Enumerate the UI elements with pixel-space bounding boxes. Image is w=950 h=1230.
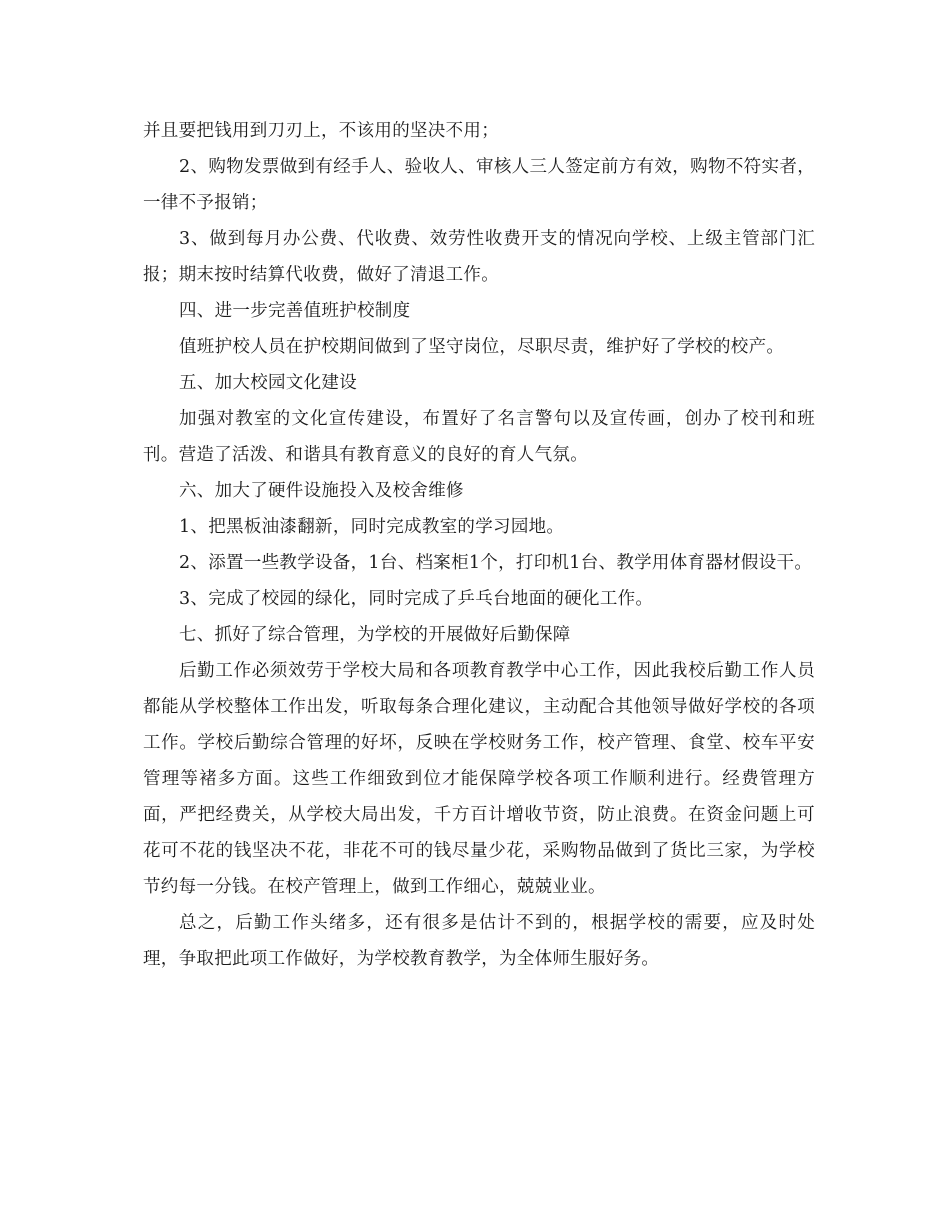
paragraph-item-3: 3、做到每月办公费、代收费、效劳性收费开支的情况向学校、上级主管部门汇报；期末按时结算代收费，做好了清退工作。 — [143, 229, 815, 285]
paragraph-duty: 值班护校人员在护校期间做到了坚守岗位，尽职尽责，维护好了学校的校产。 — [179, 337, 785, 357]
paragraph-management: 后勤工作必须效劳于学校大局和各项教育教学中心工作，因此我校后勤工作人员都能从学校整体工作出发，听取每条合理化建议，主动配合其他领导做好学校的各项工作。学校后勤综合管理的好坏，反映在学校财务工作，校产管理、食堂、校车平安管理等褚多方面。这些工作细致到位才能保障学校各项工作顺利进行。经费管理方面，严把经费关，从学校大局出发，千方百计增收节资，防止浪费。在资金问题上可花可不花的钱坚决不花，非花不可的钱尽量少花，采购物品做到了货比三家，为学校节约每一分钱。在校产管理上，做到工作细心，兢兢业业。 — [143, 661, 815, 897]
paragraph-conclusion: 总之，后勤工作头绪多，还有很多是估计不到的，根据学校的需要，应及时处理，争取把此项工作做好，为学校教育教学，为全体师生服好务。 — [143, 913, 815, 969]
section-heading-5: 五、加大校园文化建设 — [179, 373, 357, 393]
section-heading-4: 四、进一步完善值班护校制度 — [179, 301, 411, 321]
section-heading-7: 七、抓好了综合管理，为学校的开展做好后勤保障 — [179, 625, 571, 645]
paragraph-item-2: 2、购物发票做到有经手人、验收人、审核人三人签定前方有效，购物不符实者，一律不予报销； — [143, 157, 815, 213]
paragraph-continuation: 并且要把钱用到刀刃上，不该用的坚决不用； — [143, 121, 499, 141]
paragraph-hardware-3: 3、完成了校园的绿化，同时完成了乒乓台地面的硬化工作。 — [179, 589, 654, 609]
document-body — [143, 113, 815, 977]
paragraph-hardware-2: 2、添置一些教学设备，1台、档案柜1个，打印机1台、教学用体育器材假设干。 — [179, 553, 813, 573]
paragraph-hardware-1: 1、把黑板油漆翻新，同时完成教室的学习园地。 — [179, 517, 565, 537]
section-heading-6: 六、加大了硬件设施投入及校舍维修 — [179, 481, 464, 501]
paragraph-culture: 加强对教室的文化宣传建设，布置好了名言警句以及宣传画，创办了校刊和班刊。营造了活泼、和谐具有教育意义的良好的育人气氛。 — [143, 409, 815, 465]
